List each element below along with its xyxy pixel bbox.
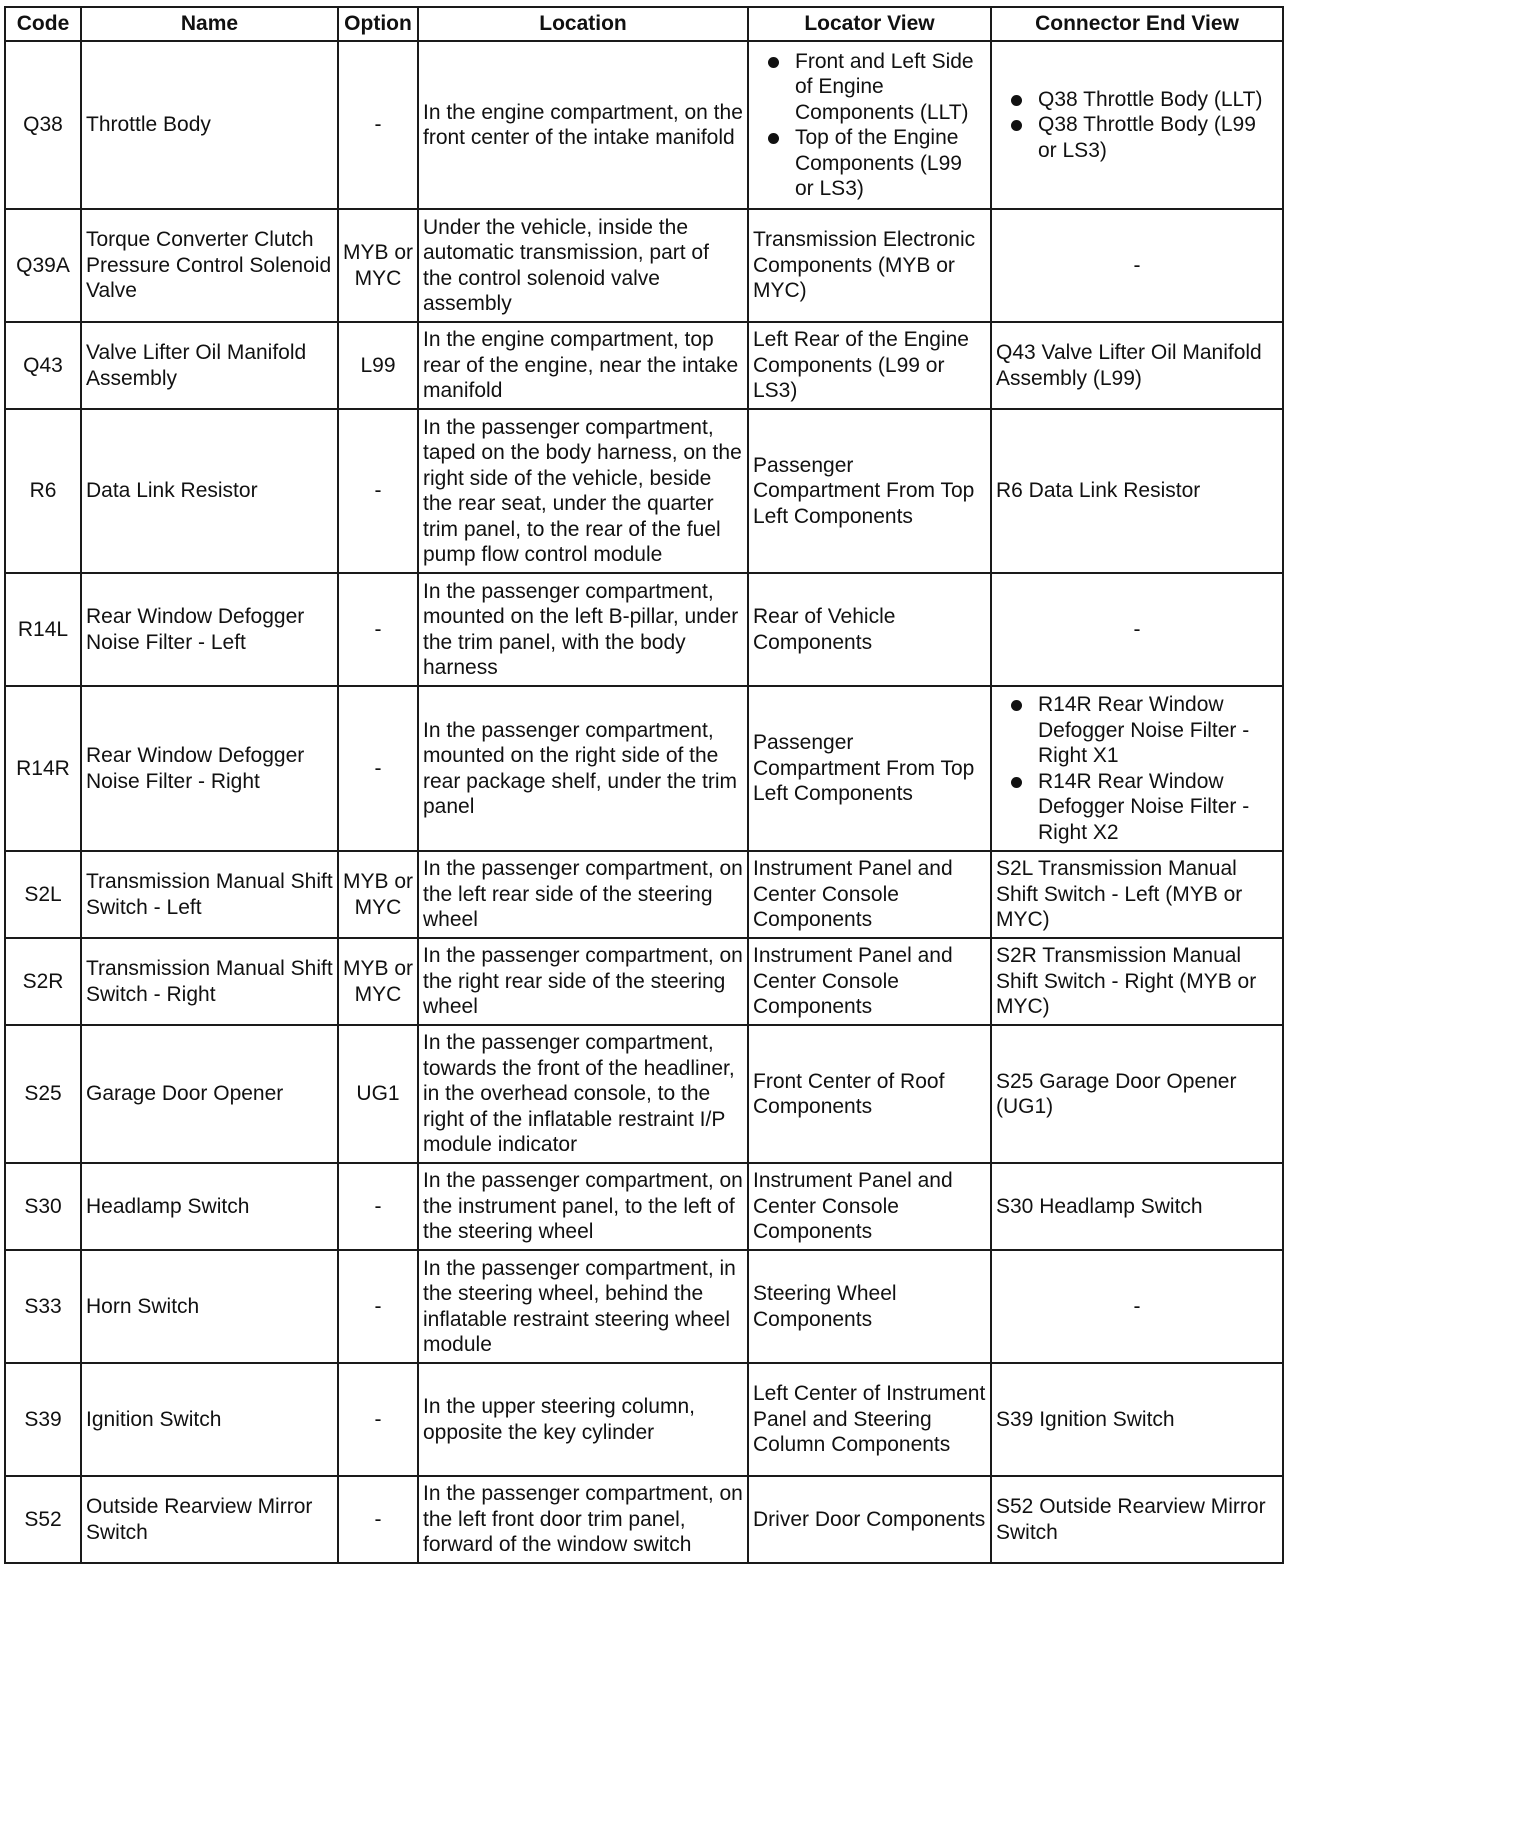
cell-locator-view: Front Center of Roof Components bbox=[748, 1025, 991, 1163]
bullet-item: Top of the Engine Components (L99 or LS3) bbox=[753, 125, 986, 202]
cell-code: Q43 bbox=[5, 322, 81, 409]
cell-option: - bbox=[338, 1250, 418, 1363]
table-row bbox=[5, 1163, 1283, 1250]
cell-connector-end-view: - bbox=[991, 209, 1283, 322]
cell-name: Transmission Manual Shift Switch - Left bbox=[81, 851, 338, 938]
cell-location: In the passenger compartment, on the left front door trim panel, forward of the window switch bbox=[418, 1476, 748, 1563]
cell-locator-view: Steering Wheel Components bbox=[748, 1250, 991, 1363]
bullet-item: Q38 Throttle Body (L99 or LS3) bbox=[996, 112, 1278, 163]
cell-option: - bbox=[338, 1363, 418, 1476]
cell-connector-end-view: Q43 Valve Lifter Oil Manifold Assembly (L99) bbox=[991, 322, 1283, 409]
cell-location: In the passenger compartment, towards the front of the headliner, in the overhead console, to the right of the inflatable restraint I/P module indicator bbox=[418, 1025, 748, 1163]
bullet-item: R14R Rear Window Defogger Noise Filter - Right X1 bbox=[996, 692, 1278, 769]
cell-name: Headlamp Switch bbox=[81, 1163, 338, 1250]
cell-connector-end-view: S30 Headlamp Switch bbox=[991, 1163, 1283, 1250]
cell-code: S39 bbox=[5, 1363, 81, 1476]
cell-locator-view: Left Rear of the Engine Components (L99 or LS3) bbox=[748, 322, 991, 409]
cell-connector-end-view: - bbox=[991, 1250, 1283, 1363]
table-row bbox=[5, 573, 1283, 686]
cell-locator-view bbox=[748, 41, 991, 209]
cell-name: Data Link Resistor bbox=[81, 409, 338, 573]
cell-name: Outside Rearview Mirror Switch bbox=[81, 1476, 338, 1563]
table-row bbox=[5, 322, 1283, 409]
cell-name: Garage Door Opener bbox=[81, 1025, 338, 1163]
cell-code: Q38 bbox=[5, 41, 81, 209]
cell-location: In the passenger compartment, mounted on the right side of the rear package shelf, under the trim panel bbox=[418, 686, 748, 851]
cell-connector-end-view: R6 Data Link Resistor bbox=[991, 409, 1283, 573]
cell-locator-view: Rear of Vehicle Components bbox=[748, 573, 991, 686]
cell-location: In the passenger compartment, mounted on the left B-pillar, under the trim panel, with the body harness bbox=[418, 573, 748, 686]
cell-code: S52 bbox=[5, 1476, 81, 1563]
table-row bbox=[5, 851, 1283, 938]
cell-code: S30 bbox=[5, 1163, 81, 1250]
table-row bbox=[5, 209, 1283, 322]
cell-connector-end-view: S39 Ignition Switch bbox=[991, 1363, 1283, 1476]
bullet-list bbox=[753, 49, 986, 202]
cell-option: - bbox=[338, 409, 418, 573]
cell-locator-view: Driver Door Components bbox=[748, 1476, 991, 1563]
cell-locator-view: Instrument Panel and Center Console Components bbox=[748, 938, 991, 1025]
cell-option: - bbox=[338, 41, 418, 209]
cell-name: Transmission Manual Shift Switch - Right bbox=[81, 938, 338, 1025]
cell-code: Q39A bbox=[5, 209, 81, 322]
header-locator-view: Locator View bbox=[748, 7, 991, 41]
cell-connector-end-view bbox=[991, 41, 1283, 209]
cell-name: Valve Lifter Oil Manifold Assembly bbox=[81, 322, 338, 409]
cell-name: Throttle Body bbox=[81, 41, 338, 209]
table-row bbox=[5, 1476, 1283, 1563]
cell-code: S25 bbox=[5, 1025, 81, 1163]
cell-connector-end-view bbox=[991, 686, 1283, 851]
cell-option: L99 bbox=[338, 322, 418, 409]
cell-name: Torque Converter Clutch Pressure Control Solenoid Valve bbox=[81, 209, 338, 322]
header-location: Location bbox=[418, 7, 748, 41]
cell-locator-view: Instrument Panel and Center Console Components bbox=[748, 851, 991, 938]
cell-location: In the passenger compartment, on the instrument panel, to the left of the steering wheel bbox=[418, 1163, 748, 1250]
header-option: Option bbox=[338, 7, 418, 41]
cell-code: R6 bbox=[5, 409, 81, 573]
cell-locator-view: Transmission Electronic Components (MYB or MYC) bbox=[748, 209, 991, 322]
header-row bbox=[5, 7, 1283, 41]
cell-locator-view: Passenger Compartment From Top Left Components bbox=[748, 686, 991, 851]
table-row bbox=[5, 1025, 1283, 1163]
cell-option: UG1 bbox=[338, 1025, 418, 1163]
component-locator-table bbox=[4, 6, 1284, 1564]
cell-location: In the passenger compartment, in the steering wheel, behind the inflatable restraint steering wheel module bbox=[418, 1250, 748, 1363]
table-row bbox=[5, 938, 1283, 1025]
cell-connector-end-view: S2L Transmission Manual Shift Switch - Left (MYB or MYC) bbox=[991, 851, 1283, 938]
cell-option: - bbox=[338, 1163, 418, 1250]
bullet-item: R14R Rear Window Defogger Noise Filter - Right X2 bbox=[996, 769, 1278, 846]
header-connector-end-view: Connector End View bbox=[991, 7, 1283, 41]
cell-locator-view: Left Center of Instrument Panel and Steering Column Components bbox=[748, 1363, 991, 1476]
cell-location: In the passenger compartment, taped on the body harness, on the right side of the vehicle, beside the rear seat, under the quarter trim panel, to the rear of the fuel pump flow control module bbox=[418, 409, 748, 573]
bullet-list bbox=[996, 692, 1278, 845]
cell-option: - bbox=[338, 686, 418, 851]
table-row bbox=[5, 409, 1283, 573]
cell-connector-end-view: S2R Transmission Manual Shift Switch - Right (MYB or MYC) bbox=[991, 938, 1283, 1025]
cell-location: In the engine compartment, top rear of the engine, near the intake manifold bbox=[418, 322, 748, 409]
cell-name: Horn Switch bbox=[81, 1250, 338, 1363]
cell-option: - bbox=[338, 1476, 418, 1563]
cell-location: In the upper steering column, opposite the key cylinder bbox=[418, 1363, 748, 1476]
table-row bbox=[5, 41, 1283, 209]
cell-connector-end-view: - bbox=[991, 573, 1283, 686]
cell-code: R14R bbox=[5, 686, 81, 851]
cell-option: MYB or MYC bbox=[338, 851, 418, 938]
cell-locator-view: Instrument Panel and Center Console Components bbox=[748, 1163, 991, 1250]
cell-location: In the passenger compartment, on the left rear side of the steering wheel bbox=[418, 851, 748, 938]
table-row bbox=[5, 1250, 1283, 1363]
cell-name: Rear Window Defogger Noise Filter - Right bbox=[81, 686, 338, 851]
bullet-item: Front and Left Side of Engine Components (LLT) bbox=[753, 49, 986, 126]
cell-connector-end-view: S52 Outside Rearview Mirror Switch bbox=[991, 1476, 1283, 1563]
cell-name: Rear Window Defogger Noise Filter - Left bbox=[81, 573, 338, 686]
table-row bbox=[5, 686, 1283, 851]
cell-location: In the engine compartment, on the front center of the intake manifold bbox=[418, 41, 748, 209]
cell-code: R14L bbox=[5, 573, 81, 686]
bullet-item: Q38 Throttle Body (LLT) bbox=[996, 87, 1278, 113]
table-row bbox=[5, 1363, 1283, 1476]
cell-name: Ignition Switch bbox=[81, 1363, 338, 1476]
header-name: Name bbox=[81, 7, 338, 41]
cell-connector-end-view: S25 Garage Door Opener (UG1) bbox=[991, 1025, 1283, 1163]
cell-option: - bbox=[338, 573, 418, 686]
cell-option: MYB or MYC bbox=[338, 209, 418, 322]
header-code: Code bbox=[5, 7, 81, 41]
cell-option: MYB or MYC bbox=[338, 938, 418, 1025]
cell-location: In the passenger compartment, on the right rear side of the steering wheel bbox=[418, 938, 748, 1025]
bullet-list bbox=[996, 87, 1278, 164]
cell-code: S2R bbox=[5, 938, 81, 1025]
cell-location: Under the vehicle, inside the automatic transmission, part of the control solenoid valve assembly bbox=[418, 209, 748, 322]
cell-code: S2L bbox=[5, 851, 81, 938]
cell-code: S33 bbox=[5, 1250, 81, 1363]
cell-locator-view: Passenger Compartment From Top Left Components bbox=[748, 409, 991, 573]
